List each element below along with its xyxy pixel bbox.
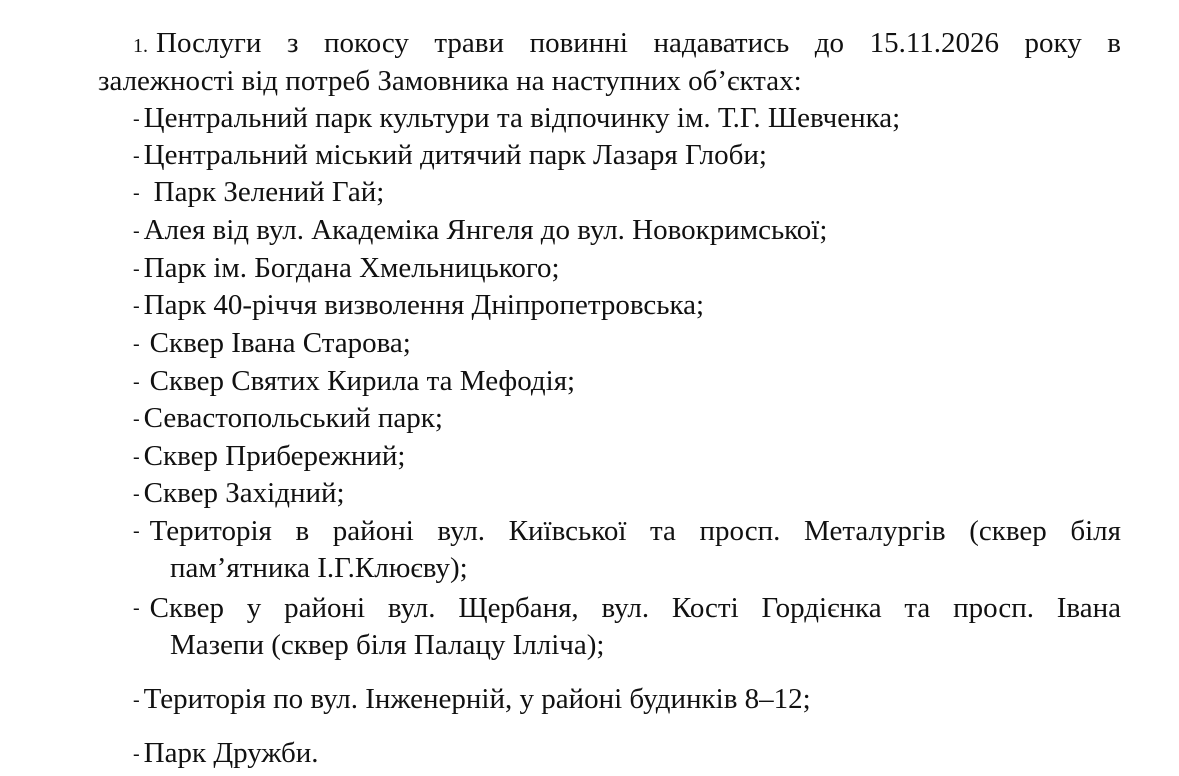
bullet-dash: - — [133, 220, 140, 242]
list-item-continuation: пам’ятника І.Г.Клюєву); — [170, 552, 468, 584]
list-item — [133, 175, 384, 210]
list-item-text: Територія по вул. Інженерній, у районі будинків 8–12; — [143, 683, 811, 715]
list-item-text: Парк 40-річчя визволення Дніпропетровська; — [143, 289, 705, 321]
bullet-dash: - — [133, 408, 140, 430]
list-item — [133, 736, 319, 771]
list-item-text: Центральний міський дитячий парк Лазаря Глоби; — [143, 139, 767, 171]
list-item — [133, 213, 827, 248]
bullet-dash: - — [133, 145, 140, 167]
list-item-text: Територія в районі вул. Київської та просп. Металургів (сквер біля — [149, 515, 1121, 547]
list-item — [133, 401, 443, 436]
list-item-text: Сквер Західний; — [143, 477, 345, 509]
list-item — [133, 364, 575, 399]
list-item-text: Алея від вул. Академіка Янгеля до вул. Новокримської; — [143, 214, 828, 246]
bullet-dash: - — [133, 182, 140, 204]
list-item-text: Центральний парк культури та відпочинку ім. Т.Г. Шевченка; — [143, 102, 901, 134]
bullet-dash: - — [133, 446, 140, 468]
bullet-dash: - — [133, 689, 140, 711]
intro-line-1 — [133, 26, 1121, 63]
list-item-text: Сквер Івана Старова; — [149, 327, 411, 359]
list-item-continuation: Мазепи (сквер біля Палацу Ілліча); — [170, 629, 605, 661]
intro-line-2: залежності від потреб Замовника на наступних об’єктах: — [98, 65, 802, 97]
list-item — [133, 326, 411, 361]
list-item-text: Парк ім. Богдана Хмельницького; — [143, 252, 560, 284]
list-item-text: Севастопольський парк; — [143, 402, 443, 434]
list-number: 1. — [133, 35, 148, 57]
bullet-dash: - — [133, 258, 140, 280]
list-item — [133, 251, 560, 286]
list-item — [133, 138, 767, 173]
list-item-text: Сквер Святих Кирила та Мефодія; — [149, 365, 576, 397]
list-item-text: Парк Зелений Гай; — [153, 176, 385, 208]
list-item-text: Сквер Прибережний; — [143, 440, 406, 472]
list-item — [133, 514, 1121, 548]
list-item — [133, 101, 900, 136]
list-item-text: Парк Дружби. — [143, 737, 319, 769]
list-item — [133, 476, 345, 511]
bullet-dash: - — [133, 520, 140, 542]
intro-text-1: Послуги з покосу трави повинні надаватись до 15.11.2026 року в — [156, 27, 1121, 59]
bullet-dash: - — [133, 295, 140, 317]
bullet-dash: - — [133, 597, 140, 619]
list-item — [133, 591, 1121, 625]
bullet-dash: - — [133, 333, 140, 355]
bullet-dash: - — [133, 108, 140, 130]
list-item — [133, 682, 811, 717]
bullet-dash: - — [133, 743, 140, 765]
list-item-text: Сквер у районі вул. Щербаня, вул. Кості Гордієнка та просп. Івана — [149, 592, 1121, 624]
bullet-dash: - — [133, 483, 140, 505]
bullet-dash: - — [133, 371, 140, 393]
list-item — [133, 439, 405, 474]
list-item — [133, 288, 704, 323]
